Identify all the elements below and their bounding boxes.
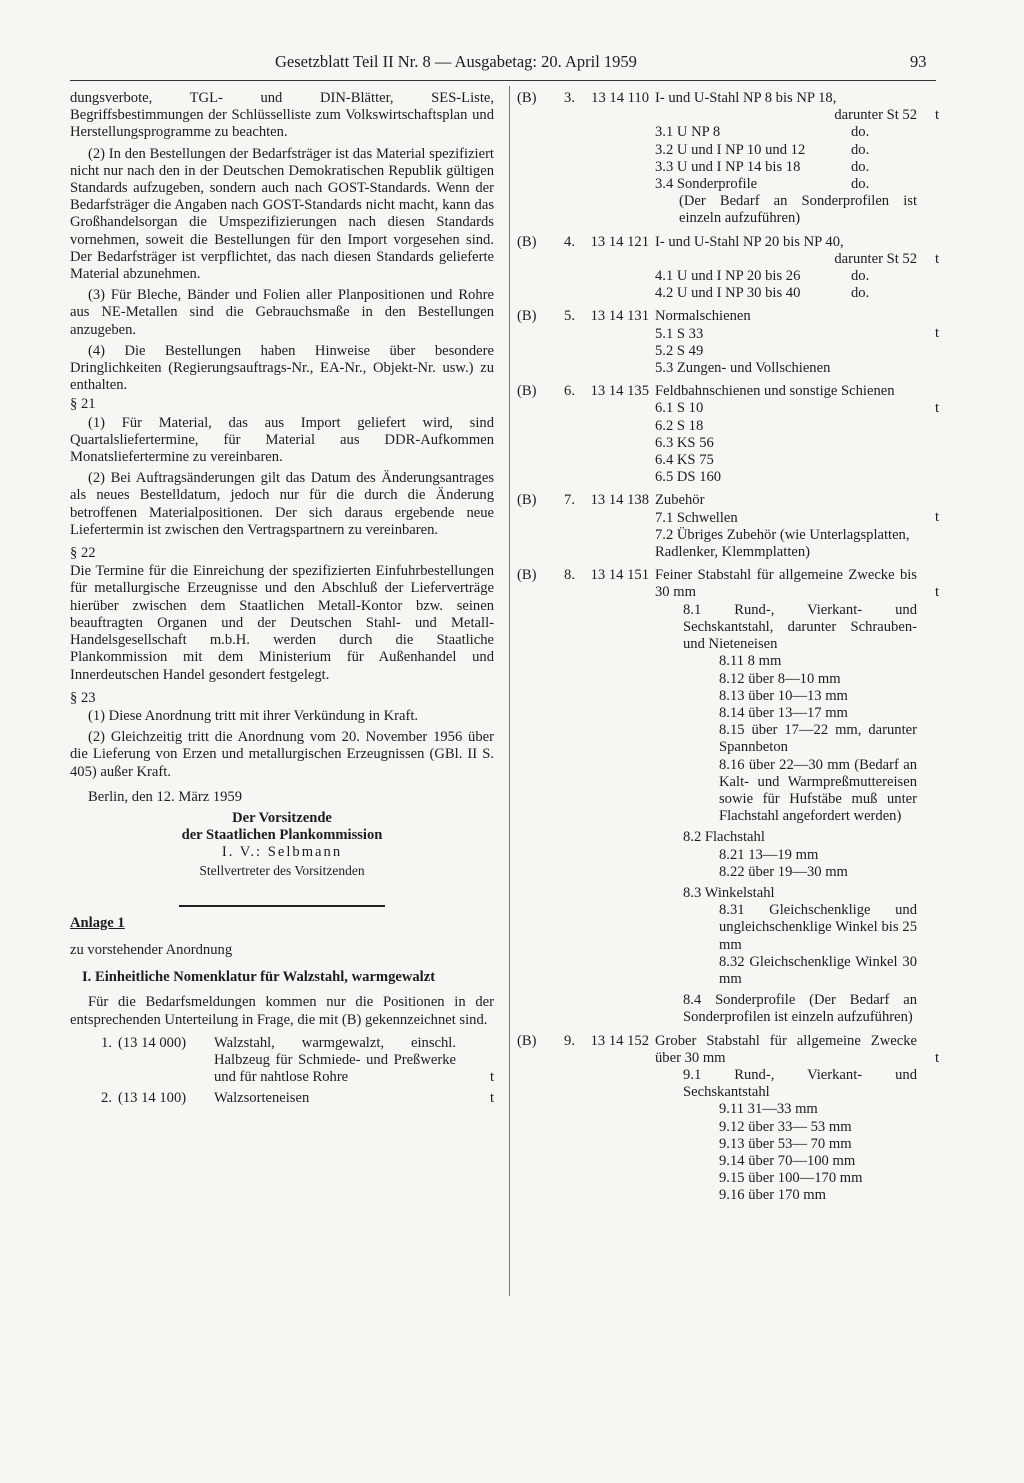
- sub-item: 8.31 Gleichschenklige und ungleichschenklige Winkel bis 25 mm: [719, 902, 917, 953]
- sub-item-text: 5.2 S 49: [655, 342, 704, 359]
- item-title: I- und U-Stahl NP 20 bis NP 40,: [655, 233, 844, 250]
- item-code: (13 14 000): [118, 1034, 187, 1051]
- nomenclature-intro: Für die Bedarfsmeldungen kommen nur die Positionen in der entsprechenden Unterteilung in Frage, die mit (B) gekennzeichnet sind.: [70, 994, 494, 1028]
- item-title: Normalschienen: [655, 308, 751, 325]
- position-marker: (B): [517, 567, 537, 584]
- sub-item: 8.22 über 19—30 mm: [719, 863, 848, 880]
- item-number: 7.: [564, 492, 575, 509]
- item-number: 4.: [564, 233, 575, 250]
- list-item: [515, 1033, 939, 1205]
- sub-item: [655, 326, 917, 343]
- sub-item: 9.16 über 170 mm: [719, 1187, 827, 1204]
- annex-title: Anlage 1: [70, 914, 125, 931]
- sub-item: 8.21 13—19 mm: [719, 846, 819, 863]
- sub-item: 9.14 über 70—100 mm: [719, 1152, 856, 1169]
- sub-item-text: 7.1 Schwellen: [655, 509, 738, 526]
- sub-item: 9.15 über 100—170 mm: [719, 1170, 863, 1187]
- list-item: [515, 308, 939, 377]
- position-marker: (B): [517, 308, 537, 325]
- item-body: [655, 234, 917, 303]
- sub-item-text: 5.1 S 33: [655, 325, 704, 342]
- item-title: Feiner Stabstahl für allgemeine Zwecke bis 30 mm: [655, 567, 917, 601]
- item-title: I- und U-Stahl NP 8 bis NP 18,: [655, 90, 837, 106]
- signature-block: [70, 810, 494, 879]
- item-number: 8.: [564, 567, 575, 584]
- sub-item: [655, 400, 917, 417]
- sub-item: 8.11 8 mm: [719, 653, 782, 670]
- sub-item: 8.3 Winkelstahl: [683, 884, 775, 901]
- sub-item-text: 6.4 KS 75: [655, 452, 714, 469]
- sub-item: [655, 268, 917, 285]
- sub-item-text: 3.4 Sonderprofile: [655, 176, 758, 193]
- sub-item-unit: do.: [851, 141, 870, 158]
- place-date: Berlin, den 12. März 1959: [88, 788, 243, 805]
- unit-label: t: [934, 250, 939, 267]
- header-rule: [70, 80, 936, 81]
- sub-item-text: 6.5 DS 160: [655, 469, 722, 486]
- item-note: (Der Bedarf an Sonderprofilen ist einzeln aufzuführen): [679, 193, 917, 227]
- sub-item-text: 4.2 U und I NP 30 bis 40: [655, 285, 801, 302]
- section-heading: § 21: [70, 396, 96, 413]
- sub-item-text: 6.3 KS 56: [655, 434, 714, 451]
- sub-item: [655, 510, 917, 527]
- sub-item-unit: do.: [851, 158, 870, 175]
- item-code: (13 14 100): [118, 1090, 187, 1107]
- paragraph: Die Termine für die Einreichung der spezifizierten Einfuhrbestellungen für metallurgische Erzeugnisse und den Abschluß der Lieferverträge hierüber zwischen dem Staatlichen Metall-Kontor bzw. seinen beauftragten Organen und der Deutschen Stahl- und Metall-Handelsgesellschaft m.b.H. werden durch die Staatliche Plankommission mit dem Ministerium für Außenhandel und Innerdeutschen Handel gesondert festgelegt.: [70, 563, 494, 683]
- item-title-cont: darunter St 52: [834, 250, 917, 267]
- position-marker: (B): [517, 492, 537, 509]
- sub-item: [655, 435, 917, 452]
- item-number: 3.: [564, 90, 575, 106]
- sub-item: 9.12 über 33— 53 mm: [719, 1118, 852, 1135]
- sub-item-text: 4.1 U und I NP 20 bis 26: [655, 268, 801, 285]
- list-item: [515, 567, 939, 1026]
- item-title: Feldbahnschienen und sonstige Schienen: [655, 383, 895, 400]
- paragraph: dungsverbote, TGL- und DIN-Blätter, SES-Liste, Begriffsbestimmungen der Schlüsselliste zum Volkswirtschaftsplan und Herstellungsprogramme zu beachten.: [70, 90, 494, 141]
- paragraph: (2) In den Bestellungen der Bedarfsträger ist das Material spezifiziert nicht nur nach den in der Deutschen Demokratischen Republik gültigen Standards aufzugeben, sondern auch nach GOST-Standards. Wenn der Bedarfsträger die Angaben nach GOST-Standards nicht macht, kann das Großhandelsorgan die Umspezifizierungen nach diesen Standards vornehmen, soweit die Bestellungen für den Import vorgesehen sind. Der Bedarfsträger ist verpflichtet, das nach diesen Standards gelieferte Material abzunehmen.: [70, 145, 494, 283]
- sub-item-text: 3.2 U und I NP 10 und 12: [655, 141, 806, 158]
- right-column: [515, 90, 939, 1211]
- sub-item: 8.32 Gleichschenklige Winkel 30 mm: [719, 953, 917, 987]
- signatory-name: I. V.: Selbmann: [221, 844, 343, 861]
- unit-label: t: [489, 1069, 494, 1086]
- item-body: [655, 1033, 917, 1205]
- position-marker: (B): [517, 90, 537, 106]
- paragraph: (1) Diese Anordnung tritt mit ihrer Verkündung in Kraft.: [88, 707, 419, 724]
- item-code: 13 14 131: [590, 308, 649, 325]
- item-code: 13 14 152: [590, 1032, 649, 1049]
- nomenclature-row: [70, 1035, 494, 1087]
- list-item: [515, 383, 939, 486]
- paragraph: (1) Für Material, das aus Import geliefert wird, sind Quartalsliefertermine, für Material aus DDR-Aufkommen Monatsliefertermine zu vereinbaren.: [70, 414, 494, 466]
- sub-item-unit: do.: [851, 268, 870, 285]
- item-body: [655, 567, 917, 1026]
- unit-label: t: [934, 509, 939, 526]
- sub-item: 8.13 über 10—13 mm: [719, 687, 848, 704]
- item-number: 9.: [564, 1032, 575, 1049]
- item-body: [655, 308, 917, 377]
- sub-item: [655, 176, 917, 193]
- item-number: 6.: [564, 383, 575, 400]
- nomenclature-heading: I. Einheitliche Nomenklatur für Walzstahl, warmgewalzt: [82, 969, 436, 986]
- item-number: 1.: [101, 1034, 112, 1051]
- item-title: Zubehör: [655, 492, 705, 509]
- position-marker: (B): [517, 383, 537, 400]
- sub-item: 9.1 Rund-, Vierkant- und Sechskantstahl: [683, 1066, 917, 1101]
- sub-item: [655, 418, 917, 435]
- annex-rule: [179, 905, 385, 907]
- sub-item: [655, 452, 917, 469]
- sub-item: [655, 285, 917, 302]
- page-header: [0, 52, 1024, 76]
- sub-item-text: 6.2 S 18: [655, 417, 704, 434]
- item-code: 13 14 110: [591, 90, 649, 106]
- item-code: 13 14 135: [590, 383, 649, 400]
- paragraph: (3) Für Bleche, Bänder und Folien aller Planpositionen und Rohre aus NE-Metallen sind die Gebrauchsmaße in den Bestellungen anzugeben.: [70, 287, 494, 338]
- signatory-role: Stellvertreter des Vorsitzenden: [199, 862, 365, 878]
- nomenclature-list: [70, 1035, 494, 1108]
- paragraph: (2) Bei Auftragsänderungen gilt das Datum des Änderungsantrages als neues Bestelldatum, jedoch nur für die durch die Änderung betroffenen Materialpositionen. Der sich daraus ergebende neue Liefertermin ist zwischen den Vertragspartnern zu vereinbaren.: [70, 470, 494, 538]
- column-divider: [509, 86, 510, 1296]
- item-body: [655, 90, 917, 228]
- sub-item: [655, 124, 917, 141]
- sub-item: 8.12 über 8—10 mm: [719, 670, 841, 687]
- left-column: [70, 90, 494, 1112]
- sub-item: [655, 159, 917, 176]
- position-marker: (B): [517, 1032, 537, 1049]
- sub-item: [655, 142, 917, 159]
- item-number: 5.: [564, 308, 575, 325]
- section-heading: § 22: [70, 545, 96, 562]
- sub-item: 8.15 über 17—22 mm, darunter Spannbeton: [719, 722, 917, 756]
- sub-item-unit: do.: [851, 285, 870, 302]
- sub-item: 8.16 über 22—30 mm (Bedarf an Kalt- und Warmpreßmuttereisen sowie für Hufstäbe muß unter Flachstahl angefordert werden): [719, 756, 917, 825]
- list-item: [515, 492, 939, 561]
- unit-label: t: [934, 325, 939, 342]
- unit-label: t: [934, 1049, 939, 1066]
- sub-item: 8.1 Rund-, Vierkant- und Sechskantstahl, darunter Schrauben- und Nieteneisen: [683, 601, 917, 653]
- sub-item-text: 3.1 U NP 8: [655, 124, 721, 141]
- sub-item: 9.13 über 53— 70 mm: [719, 1135, 852, 1152]
- signature-line: Der Vorsitzende: [232, 809, 332, 826]
- position-marker: (B): [517, 233, 537, 250]
- item-code: 13 14 138: [590, 492, 649, 509]
- signature-line: der Staatlichen Plankommission: [181, 827, 383, 844]
- sub-item-text: 7.2 Übriges Zubehör (wie Unterlagsplatten, Radlenker, Klemmplatten): [655, 526, 910, 561]
- sub-item: 8.2 Flachstahl: [683, 829, 765, 846]
- list-item: [515, 90, 939, 228]
- section-heading: § 23: [70, 689, 96, 706]
- unit-label: t: [934, 107, 939, 123]
- header-title: Gesetzblatt Teil II Nr. 8 — Ausgabetag: 20. April 1959: [275, 52, 637, 71]
- list-item: [515, 234, 939, 303]
- nomenclature-row: [70, 1090, 494, 1107]
- item-code: 13 14 151: [590, 567, 649, 584]
- item-body: [655, 383, 917, 486]
- annex-subtitle: zu vorstehender Anordnung: [70, 941, 233, 958]
- item-title-cont: darunter St 52: [834, 107, 917, 124]
- sub-item: [655, 469, 917, 486]
- sub-item-unit: do.: [851, 176, 870, 193]
- sub-item: 9.11 31—33 mm: [719, 1101, 818, 1118]
- paragraph: (2) Gleichzeitig tritt die Anordnung vom 20. November 1956 über die Lieferung von Erzen und metallurgischen Erzeugnissen (GBl. II S. 405) außer Kraft.: [70, 729, 494, 780]
- sub-item: 8.4 Sonderprofile (Der Bedarf an Sonderprofilen ist einzeln aufzuführen): [683, 992, 917, 1026]
- unit-label: t: [934, 584, 939, 601]
- unit-label: t: [934, 400, 939, 417]
- paragraph: (4) Die Bestellungen haben Hinweise über besondere Dringlichkeiten (Regierungsauftrags-Nr., EA-Nr., Objekt-Nr. usw.) zu enthalten.: [70, 342, 494, 394]
- item-text: Walzstahl, warmgewalzt, einschl. Halbzeug für Schmiede- und Preßwerke und für nahtlose Rohre: [214, 1034, 456, 1086]
- sub-item-text: 6.1 S 10: [655, 400, 704, 417]
- sub-item: 8.14 über 13—17 mm: [719, 704, 848, 721]
- sub-item: [655, 360, 917, 377]
- item-text: Walzsorteneisen: [214, 1090, 310, 1107]
- page-number: 93: [910, 52, 927, 71]
- sub-item: [655, 527, 917, 561]
- item-code: 13 14 121: [590, 233, 649, 250]
- item-body: [655, 492, 917, 561]
- sub-item: [655, 343, 917, 360]
- item-title: Grober Stabstahl für allgemeine Zwecke über 30 mm: [655, 1032, 917, 1066]
- item-number: 2.: [101, 1090, 112, 1107]
- unit-label: t: [489, 1090, 494, 1107]
- sub-item-text: 5.3 Zungen- und Vollschienen: [655, 360, 831, 377]
- sub-item-unit: do.: [851, 124, 870, 141]
- sub-item-text: 3.3 U und I NP 14 bis 18: [655, 158, 801, 175]
